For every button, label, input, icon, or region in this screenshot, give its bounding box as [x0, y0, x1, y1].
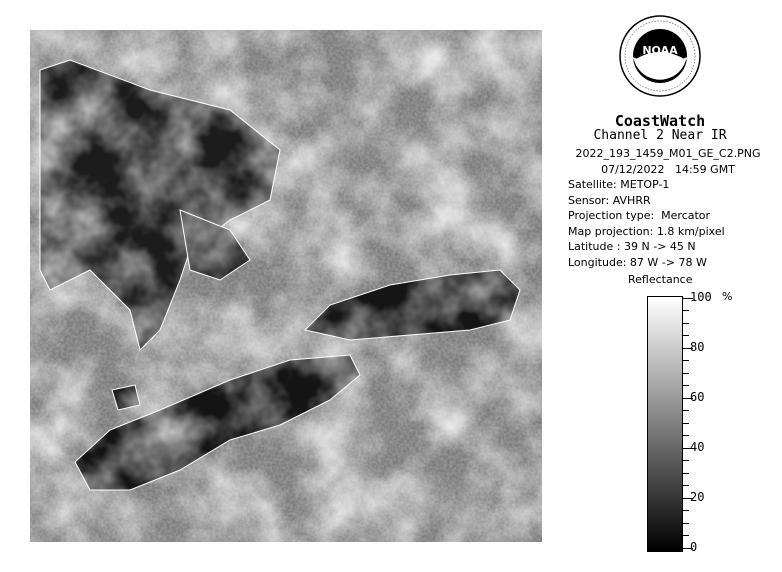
map-projection: Map projection: 1.8 km/pixel	[568, 224, 725, 238]
colorbar-minor-tick	[683, 485, 689, 486]
colorbar-label: 60	[690, 390, 705, 404]
colorbar-minor-tick	[683, 335, 689, 336]
image-metadata	[568, 146, 768, 270]
colorbar-minor-tick	[683, 435, 689, 436]
colorbar-minor-tick	[683, 473, 689, 474]
colorbar-minor-tick	[683, 360, 689, 361]
colorbar-label: 100	[690, 290, 712, 304]
colorbar-minor-tick	[683, 310, 689, 311]
satellite-image-svg	[30, 30, 542, 542]
colorbar-minor-tick	[683, 535, 689, 536]
colorbar-minor-tick	[683, 510, 689, 511]
colorbar-minor-tick	[683, 423, 689, 424]
colorbar-minor-tick	[683, 373, 689, 374]
channel-title: Channel 2 Near IR	[593, 128, 727, 143]
satellite-image	[30, 30, 542, 542]
brand-title: CoastWatch	[614, 112, 706, 130]
colorbar-unit: %	[722, 290, 733, 303]
projection-type: Projection type: Mercator	[568, 209, 711, 222]
noaa-logo-icon	[618, 14, 702, 98]
colorbar	[647, 296, 683, 552]
sensor: Sensor: AVHRR	[568, 193, 651, 207]
colorbar-label: 20	[690, 490, 705, 504]
colorbar-minor-tick	[683, 460, 689, 461]
satellite: Satellite: METOP-1	[568, 178, 670, 191]
longitude: Longitude: 87 W -> 78 W	[568, 255, 707, 269]
latitude: Latitude : 39 N -> 45 N	[568, 240, 696, 253]
colorbar-label: 80	[690, 340, 705, 354]
filename: 2022_193_1459_M01_GE_C2.PNG	[575, 147, 761, 160]
noaa-logo-text: NOAA	[642, 44, 678, 57]
colorbar-minor-tick	[683, 523, 689, 524]
colorbar-minor-tick	[683, 385, 689, 386]
colorbar-label: 0	[690, 540, 698, 554]
colorbar-minor-tick	[683, 410, 689, 411]
colorbar-minor-tick	[683, 323, 689, 324]
colorbar-title: Reflectance	[628, 273, 693, 286]
datetime: 07/12/2022 14:59 GMT	[601, 162, 735, 176]
colorbar-label: 40	[690, 440, 705, 454]
